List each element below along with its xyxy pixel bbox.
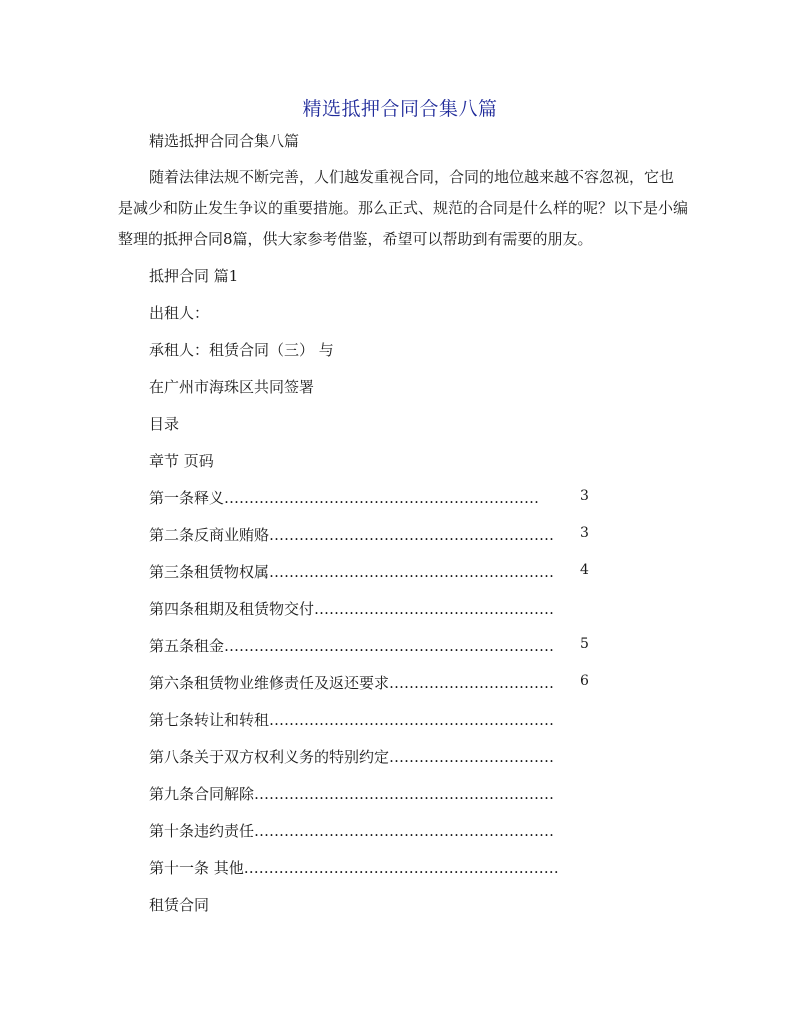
toc-entry-6 xyxy=(149,672,554,693)
toc-entry-label: 第五条租金………………………………………………………… xyxy=(149,637,555,655)
toc-entry-label: 第八条关于双方权利义务的特别约定…………………………… xyxy=(149,748,555,766)
toc-entry-1-page: 3 xyxy=(580,488,589,504)
toc-entry-9 xyxy=(149,783,554,804)
toc-entry-11 xyxy=(149,857,559,878)
toc-entry-label: 第三条租赁物权属………………………………………………… xyxy=(149,563,555,581)
document-subtitle: 精选抵押合同合集八篇 xyxy=(149,132,300,150)
toc-entry-label: 第十一条 其他……………………………………………………… xyxy=(149,859,559,877)
lessor-line: 出租人： xyxy=(149,304,210,322)
toc-entry-2 xyxy=(149,524,554,545)
toc-title: 目录 xyxy=(149,415,180,433)
toc-entry-3 xyxy=(149,561,554,582)
toc-entry-8 xyxy=(149,746,554,767)
toc-entry-2-page: 3 xyxy=(580,525,589,541)
toc-entry-5 xyxy=(149,635,554,656)
toc-entry-label: 第二条反商业贿赂………………………………………………… xyxy=(149,526,555,544)
section-heading: 抵押合同 篇1 xyxy=(149,267,239,285)
toc-entry-7 xyxy=(149,709,554,730)
toc-entry-label: 第六条租赁物业维修责任及返还要求…………………………… xyxy=(149,674,555,692)
signing-place-line: 在广州市海珠区共同签署 xyxy=(149,378,315,396)
toc-entry-label: 第四条租期及租赁物交付………………………………………… xyxy=(149,600,555,618)
toc-entry-6-page: 6 xyxy=(580,673,589,689)
toc-entry-10 xyxy=(149,820,554,841)
toc-header: 章节 页码 xyxy=(149,452,214,470)
toc-entry-1 xyxy=(149,487,539,508)
toc-entry-3-page: 4 xyxy=(580,562,589,578)
toc-entry-5-page: 5 xyxy=(580,636,589,652)
toc-entry-label: 第十条违约责任…………………………………………………… xyxy=(149,822,555,840)
toc-entry-label: 第一条释义……………………………………………………… xyxy=(149,489,540,507)
toc-entry-label: 第九条合同解除…………………………………………………… xyxy=(149,785,555,803)
document-title: 精选抵押合同合集八篇 xyxy=(302,98,498,120)
toc-entry-4 xyxy=(149,598,554,619)
closing-line: 租赁合同 xyxy=(149,896,210,914)
toc-entry-label: 第七条转让和转租………………………………………………… xyxy=(149,711,555,729)
lessee-line: 承租人：租赁合同（三） 与 xyxy=(149,341,334,359)
intro-paragraph: 随着法律法规不断完善，人们越发重视合同，合同的地位越来越不容忽视，它也是减少和防止发生争议的重要措施。那么正式、规范的合同是什么样的呢？以下是小编整理的抵押合同8篇，供大家参考借鉴，希望可以帮助到有需要的朋友。 xyxy=(118,168,689,248)
